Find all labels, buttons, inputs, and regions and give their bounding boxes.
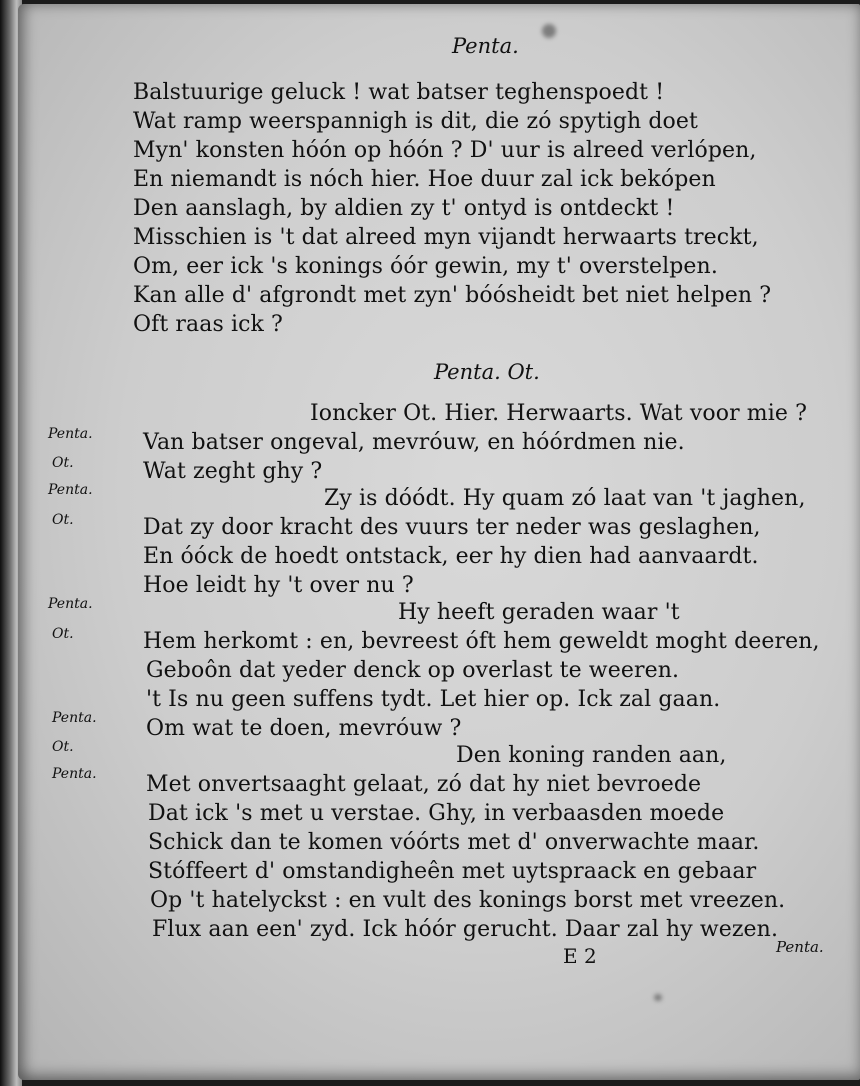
speaker-label: Ot. <box>52 739 74 755</box>
verse-line: Hy heeft geraden waar 't <box>398 600 680 625</box>
verse-line: Den koning randen aan, <box>456 743 727 768</box>
signature-mark: E 2 <box>563 944 597 968</box>
verse-line: Kan alle d' afgrondt met zyn' bóósheidt bet niet helpen ? <box>133 283 772 308</box>
verse-line: En óóck de hoedt ontstack, eer hy dien had aanvaardt. <box>143 544 759 569</box>
verse-line: Misschien is 't dat alreed myn vijandt herwaarts treckt, <box>133 225 759 250</box>
running-head: Penta. <box>452 34 519 58</box>
verse-line: Dat zy door kracht des vuurs ter neder was geslaghen, <box>143 515 761 540</box>
verse-line: Met onvertsaaght gelaat, zó dat hy niet bevroede <box>146 772 702 797</box>
speaker-label: Penta. <box>48 426 93 442</box>
verse-line: Wat ramp weerspannigh is dit, die zó spytigh doet <box>133 109 698 134</box>
verse-line: Wat zeght ghy ? <box>143 459 323 484</box>
speaker-label: Ot. <box>52 455 74 471</box>
verse-line: Hem herkomt : en, bevreest óft hem geweldt moght deeren, <box>143 629 820 654</box>
ink-speck <box>654 994 662 1001</box>
verse-line: Oft raas ick ? <box>133 312 283 337</box>
verse-line: Zy is dóódt. Hy quam zó laat van 't jaghen, <box>324 486 806 511</box>
verse-line: Op 't hatelyckst : en vult des konings borst met vreezen. <box>150 888 786 913</box>
verse-line: En niemandt is nóch hier. Hoe duur zal ick bekópen <box>133 167 716 192</box>
book-page <box>18 4 860 1080</box>
verse-line: Den aanslagh, by aldien zy t' ontyd is ontdeckt ! <box>133 196 675 221</box>
speaker-label: Penta. <box>52 766 97 782</box>
catchword: Penta. <box>776 938 824 956</box>
speaker-label: Penta. <box>48 482 93 498</box>
verse-line: Myn' konsten hóón op hóón ? D' uur is alreed verlópen, <box>133 138 757 163</box>
verse-line: Om, eer ick 's konings óór gewin, my t' overstelpen. <box>133 254 718 279</box>
verse-line: 't Is nu geen suffens tydt. Let hier op. Ick zal gaan. <box>146 687 721 712</box>
speaker-label: Penta. <box>48 596 93 612</box>
verse-line: Balstuurige geluck ! wat batser teghenspoedt ! <box>133 80 665 105</box>
verse-line: Om wat te doen, mevróuw ? <box>146 716 462 741</box>
verse-line: Van batser ongeval, mevróuw, en hóórdmen nie. <box>143 430 685 455</box>
verse-line: Flux aan een' zyd. Ick hóór gerucht. Daar zal hy wezen. <box>152 917 779 942</box>
verse-line: Schick dan te komen vóórts met d' onverwachte maar. <box>148 830 760 855</box>
verse-line: Hoe leidt hy 't over nu ? <box>143 573 414 598</box>
speaker-label: Penta. <box>52 710 97 726</box>
scene-heading: Penta. Ot. <box>434 360 540 384</box>
verse-line: Dat ick 's met u verstae. Ghy, in verbaasden moede <box>148 801 725 826</box>
verse-line: Stóffeert d' omstandigheên met uytspraack en gebaar <box>148 859 757 884</box>
speaker-label: Ot. <box>52 626 74 642</box>
ink-blot <box>542 24 556 38</box>
speaker-label: Ot. <box>52 512 74 528</box>
verse-line: Geboôn dat yeder denck op overlast te weeren. <box>146 658 680 683</box>
verse-line: Ioncker Ot. Hier. Herwaarts. Wat voor mie ? <box>310 401 807 426</box>
